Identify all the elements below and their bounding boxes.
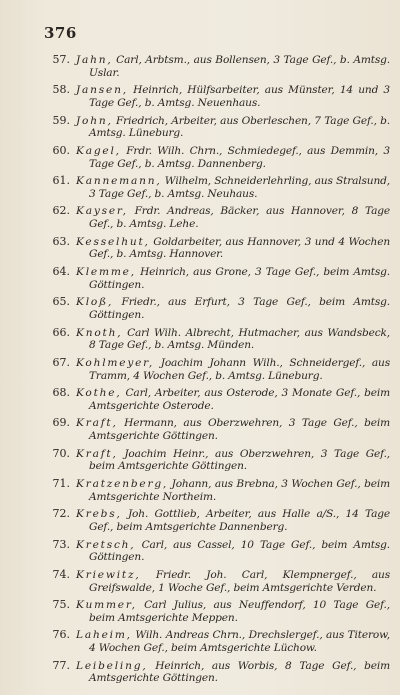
entry-number: 62. [52, 204, 70, 218]
entry-name: Kannemann, [76, 175, 162, 188]
entry-body: Wilhelm, Schneiderlehrling, aus Stralsund, 3 Tage Gef., b. Amtsg. Neuhaus. [89, 175, 391, 200]
entry-text [76, 115, 390, 141]
list-item [44, 539, 390, 565]
entry-text [76, 448, 390, 474]
list-item [44, 417, 390, 443]
entry-name: Klemme, [76, 265, 136, 278]
entry-name: Kayser, [76, 205, 128, 218]
entry-body: Johann, aus Brebna, 3 Wochen Gef., beim Amtsgerichte Northeim. [89, 477, 390, 503]
entry-number: 69. [52, 416, 70, 430]
entry-name: John, [76, 114, 113, 127]
entry-number: 70. [52, 446, 70, 460]
entry-text [76, 327, 390, 353]
entry-text [76, 629, 390, 655]
entry-text [76, 54, 390, 80]
entry-text [76, 508, 390, 534]
entry-body: Joachim Johann Wilh., Schneidergef., aus Tramm, 4 Wochen Gef., b. Amtsg. Lüneburg. [89, 356, 391, 382]
entry-number: 68. [52, 386, 70, 400]
entry-number: 61. [52, 174, 70, 188]
list-item [44, 569, 390, 595]
list-item [44, 296, 390, 322]
entry-number: 76. [52, 628, 70, 642]
entry-number: 73. [52, 537, 70, 551]
entry-body: Friedr., aus Erfurt, 3 Tage Gef., beim Amtsg. Göttingen. [89, 296, 391, 322]
list-item [44, 357, 390, 383]
entry-text [76, 357, 390, 383]
entry-text [76, 478, 390, 504]
entry-number: 58. [52, 83, 70, 97]
entry-name: Kriewitz, [76, 568, 141, 581]
entry-number: 60. [52, 143, 70, 157]
entry-name: Kretsch, [76, 538, 136, 551]
list-item [44, 508, 390, 534]
entry-name: Kloß, [76, 296, 114, 309]
list-item [44, 387, 390, 413]
entry-text [76, 296, 390, 322]
list-item [44, 205, 390, 231]
entry-text [76, 417, 390, 443]
entry-body: Frdr. Wilh. Chrn., Schmiedegef., aus Demmin, 3 Tage Gef., b. Amtsg. Dannenberg. [89, 144, 390, 170]
entry-text [76, 539, 390, 565]
entry-text [76, 205, 390, 231]
entry-number: 63. [52, 234, 70, 248]
entry-name: Kagel, [76, 144, 121, 157]
list-item [44, 327, 390, 353]
entry-body: Friedr. Joh. Carl, Klempnergef., aus Greifswalde, 1 Woche Gef., beim Amtsgerichte Verden. [89, 568, 390, 594]
list-item [44, 84, 390, 110]
entry-number: 71. [52, 476, 70, 490]
entry-number: 72. [52, 507, 70, 521]
entry-name: Kraft, [76, 447, 118, 460]
entry-body: Frdr. Andreas, Bäcker, aus Hannover, 8 Tage Gef., b. Amtsg. Lehe. [89, 205, 390, 231]
entry-body: Heinrich, Hülfsarbeiter, aus Münster, 14 und 3 Tage Gef., b. Amtsg. Neuenhaus. [89, 84, 391, 110]
entry-name: Jahn, [76, 54, 113, 66]
entry-body: Goldarbeiter, aus Hannover, 3 und 4 Wochen Gef., b. Amtsg. Hannover. [89, 235, 390, 261]
entry-name: Kratzenberg, [76, 477, 169, 490]
entry-text [76, 387, 390, 413]
entry-name: Krebs, [76, 508, 122, 521]
entry-number: 65. [52, 295, 70, 309]
entry-body: Carl, Arbeiter, aus Osterode, 3 Monate Gef., beim Amtsgerichte Osterode. [89, 387, 390, 412]
entry-number: 57. [52, 53, 70, 66]
list-item [44, 115, 390, 141]
entry-name: Kummer, [76, 599, 137, 612]
entry-name: Kesselhut, [76, 235, 150, 248]
entry-name: Kohlmeyer, [76, 356, 155, 369]
entry-text [76, 84, 390, 110]
entry-name: Laheim, [76, 629, 132, 642]
entry-name: Kothe, [76, 387, 122, 400]
entry-text [76, 660, 390, 686]
list-item [44, 599, 390, 625]
entry-text [76, 145, 390, 171]
page-number: 376 [44, 24, 77, 42]
entry-body: Heinrich, aus Worbis, 8 Tage Gef., beim Amtsgerichte Göttingen. [89, 659, 391, 685]
entry-body: Wilh. Andreas Chrn., Drechslergef., aus Titerow, 4 Wochen Gef., beim Amtsgerichte Lüchow. [89, 629, 390, 655]
entry-list [44, 54, 390, 690]
entry-number: 64. [52, 264, 70, 278]
list-item [44, 266, 390, 292]
entry-body: Carl Wilh. Albrecht, Hutmacher, aus Wandsbeck, 8 Tage Gef., b. Amtsg. Münden. [89, 326, 390, 352]
entry-number: 59. [52, 113, 70, 127]
entry-number: 67. [52, 355, 70, 369]
list-item [44, 629, 390, 655]
entry-name: Knoth, [76, 326, 123, 339]
list-item [44, 175, 390, 201]
entry-body: Carl Julius, aus Neuffendorf, 10 Tage Gef., beim Amtsgerichte Meppen. [89, 599, 390, 624]
entry-number: 75. [52, 598, 70, 612]
entry-text [76, 599, 390, 625]
entry-name: Kraft, [76, 417, 118, 430]
entry-body: Hermann, aus Oberzwehren, 3 Tage Gef., beim Amtsgerichte Göttingen. [89, 417, 391, 443]
entry-body: Friedrich, Arbeiter, aus Oberleschen, 7 Tage Gef., b. Amtsg. Lüneburg. [89, 114, 390, 140]
entry-number: 66. [52, 325, 70, 339]
entry-name: Jansen, [76, 84, 128, 97]
entry-body: Joachim Heinr., aus Oberzwehren, 3 Tage Gef., beim Amtsgerichte Göttingen. [89, 447, 390, 473]
list-item [44, 236, 390, 262]
entry-number: 77. [52, 658, 70, 672]
list-item [44, 145, 390, 171]
entry-name: Leibeling, [76, 659, 148, 672]
list-item [44, 660, 390, 686]
entry-body: Carl, Arbtsm., aus Bollensen, 3 Tage Gef., b. Amtsg. Uslar. [89, 54, 391, 79]
entry-text [76, 236, 390, 262]
entry-body: Heinrich, aus Grone, 3 Tage Gef., beim Amtsg. Göttingen. [89, 265, 390, 291]
list-item [44, 478, 390, 504]
entry-text [76, 175, 390, 201]
entry-number: 74. [52, 567, 70, 581]
entry-body: Joh. Gottlieb, Arbeiter, aus Halle a/S., 14 Tage Gef., beim Amtsgerichte Dannenberg. [89, 508, 391, 534]
entry-text [76, 266, 390, 292]
entry-text [76, 569, 390, 595]
entry-body: Carl, aus Cassel, 10 Tage Gef., beim Amtsg. Göttingen. [89, 538, 391, 564]
list-item [44, 54, 390, 80]
list-item [44, 448, 390, 474]
